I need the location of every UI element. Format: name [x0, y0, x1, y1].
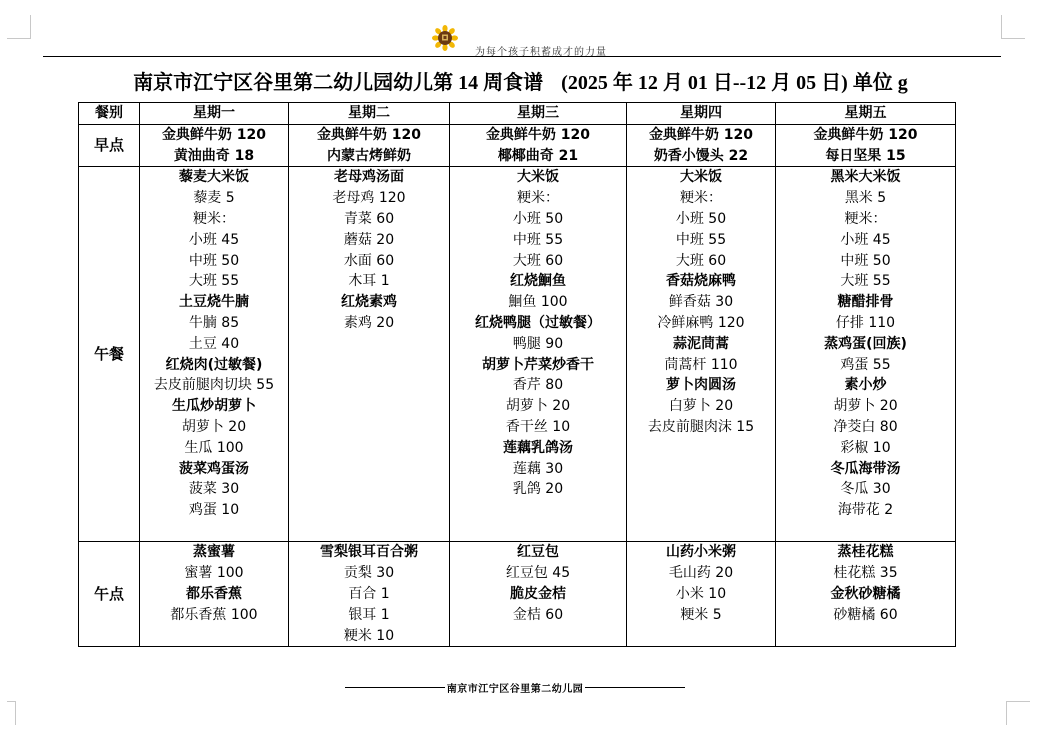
page-corner-mark-top-right — [1001, 15, 1025, 39]
dish-name: 蒜泥茼蒿 — [673, 335, 729, 352]
ingredient-amount: 乳鸽 20 — [512, 481, 564, 498]
ingredient-amount: 小班 45 — [840, 231, 891, 248]
ingredient-amount: 土豆 40 — [188, 335, 240, 352]
menu-cell-tuesday — [289, 167, 450, 542]
ingredient-amount: 粳米 5 — [680, 606, 722, 623]
ingredient-amount: 大班 60 — [512, 252, 564, 269]
header-rule — [43, 56, 1001, 57]
table-header-row — [79, 103, 956, 125]
dish-name: 黄油曲奇 18 — [173, 147, 255, 164]
dish-name: 大米饭 — [680, 169, 722, 186]
column-header-friday: 星期五 — [776, 103, 956, 125]
menu-cell-friday — [776, 167, 956, 542]
ingredient-amount: 百合 1 — [348, 585, 390, 602]
dish-name: 蒸鸡蛋(回族) — [824, 335, 907, 352]
column-header-wednesday: 星期三 — [450, 103, 627, 125]
row-afternoon-snack — [79, 542, 956, 647]
dish-name: 奶香小馒头 22 — [653, 147, 749, 164]
menu-cell-wednesday — [450, 124, 627, 167]
ingredient-amount: 砂糖橘 60 — [833, 606, 898, 623]
ingredient-amount: 粳米： — [517, 190, 559, 207]
dish-name: 大米饭 — [517, 169, 559, 186]
dish-name: 萝卜肉圆汤 — [666, 377, 736, 394]
ingredient-amount: 粳米： — [193, 210, 235, 227]
ingredient-amount: 胡萝卜 20 — [181, 418, 247, 435]
page-corner-mark-bottom-left — [7, 701, 16, 725]
dish-name: 椰椰曲奇 21 — [497, 147, 579, 164]
page-footer — [345, 680, 685, 694]
dish-name: 金典鲜牛奶 120 — [813, 126, 918, 143]
ingredient-amount: 茼蒿杆 110 — [664, 356, 738, 373]
footer-rule-left — [345, 687, 445, 688]
footer-rule-right — [585, 687, 685, 688]
ingredient-amount: 青菜 60 — [343, 210, 395, 227]
ingredient-amount: 毛山药 20 — [668, 565, 734, 582]
ingredient-amount: 老母鸡 120 — [332, 190, 406, 207]
dish-name: 每日坚果 15 — [825, 147, 906, 164]
dish-name: 糖醋排骨 — [837, 294, 894, 311]
row-breakfast-snack — [79, 124, 956, 167]
title-unit: 单位 g — [852, 72, 908, 94]
menu-cell-monday — [140, 542, 289, 647]
ingredient-amount: 香干丝 10 — [505, 418, 571, 435]
dish-name: 金典鲜牛奶 120 — [648, 126, 754, 143]
ingredient-amount: 粳米： — [680, 190, 722, 207]
dish-name: 金典鲜牛奶 120 — [316, 126, 422, 143]
dish-name: 冬瓜海带汤 — [830, 460, 901, 477]
title-date-range: (2025 年 12 月 01 日--12 月 05 日) — [561, 72, 848, 94]
dish-name: 红烧鸭腿（过敏餐） — [475, 314, 601, 331]
dish-name: 金秋砂糖橘 — [830, 585, 901, 602]
dish-name: 胡萝卜芹菜炒香干 — [482, 356, 594, 373]
dish-name: 素小炒 — [844, 377, 887, 394]
dish-name: 菠菜鸡蛋汤 — [179, 460, 249, 477]
ingredient-amount: 白萝卜 20 — [668, 398, 734, 415]
ingredient-amount: 蘑菇 20 — [343, 231, 395, 248]
ingredient-amount: 鲜香菇 30 — [668, 294, 734, 311]
ingredient-amount: 海带花 2 — [837, 502, 894, 519]
ingredient-amount: 小班 50 — [675, 210, 727, 227]
ingredient-amount: 去皮前腿肉切块 55 — [153, 377, 275, 394]
page-title — [0, 66, 1041, 95]
ingredient-amount: 菠菜 30 — [188, 481, 240, 498]
dish-name: 山药小米粥 — [666, 544, 736, 561]
dish-name: 红烧素鸡 — [341, 294, 397, 311]
menu-cell-wednesday — [450, 167, 627, 542]
ingredient-amount: 小班 45 — [188, 231, 240, 248]
ingredient-amount: 木耳 1 — [348, 273, 390, 290]
page-corner-mark-top-left — [7, 15, 31, 39]
ingredient-amount: 冬瓜 30 — [840, 481, 891, 498]
menu-cell-tuesday — [289, 542, 450, 647]
ingredient-amount: 小米 10 — [675, 585, 727, 602]
dish-name: 老母鸡汤面 — [334, 169, 404, 186]
dish-name: 红烧鮰鱼 — [510, 273, 566, 290]
column-header-meal: 餐别 — [79, 103, 140, 125]
dish-name: 生瓜炒胡萝卜 — [172, 398, 256, 415]
ingredient-amount: 中班 50 — [188, 252, 240, 269]
meal-label: 午餐 — [79, 167, 140, 542]
footer-text: 南京市江宁区谷里第二幼儿园 — [446, 683, 584, 695]
ingredient-amount: 香芹 80 — [512, 377, 564, 394]
ingredient-amount: 红豆包 45 — [505, 565, 571, 582]
menu-cell-thursday — [627, 124, 776, 167]
ingredient-amount: 胡萝卜 20 — [833, 398, 898, 415]
menu-cell-tuesday — [289, 124, 450, 167]
column-header-monday: 星期一 — [140, 103, 289, 125]
ingredient-amount: 净茭白 80 — [833, 418, 898, 435]
ingredient-amount: 藜麦 5 — [193, 190, 235, 207]
ingredient-amount: 生瓜 100 — [184, 439, 244, 456]
ingredient-amount: 鸡蛋 10 — [188, 502, 240, 519]
dish-name: 都乐香蕉 — [186, 585, 242, 602]
ingredient-amount: 大班 55 — [840, 273, 891, 290]
meal-label: 午点 — [79, 542, 140, 647]
dish-name: 莲藕乳鸽汤 — [503, 439, 573, 456]
header-slogan: 为每个孩子积蓄成才的力量 — [475, 47, 607, 58]
ingredient-amount: 鮰鱼 100 — [508, 294, 568, 311]
menu-cell-thursday — [627, 542, 776, 647]
ingredient-amount: 胡萝卜 20 — [505, 398, 571, 415]
ingredient-amount: 黑米 5 — [844, 190, 887, 207]
ingredient-amount: 冷鲜麻鸭 120 — [657, 314, 745, 331]
row-lunch — [79, 167, 956, 542]
ingredient-amount: 大班 60 — [675, 252, 727, 269]
menu-cell-thursday — [627, 167, 776, 542]
ingredient-amount: 都乐香蕉 100 — [170, 606, 258, 623]
ingredient-amount: 粳米： — [844, 210, 887, 227]
ingredient-amount: 素鸡 20 — [343, 314, 395, 331]
dish-name: 金典鲜牛奶 120 — [161, 126, 267, 143]
dish-name: 藜麦大米饭 — [179, 169, 249, 186]
ingredient-amount: 金桔 60 — [512, 606, 564, 623]
ingredient-amount: 鸭腿 90 — [512, 335, 564, 352]
ingredient-amount: 小班 50 — [512, 210, 564, 227]
meal-label: 早点 — [79, 124, 140, 167]
menu-cell-monday — [140, 167, 289, 542]
dish-name: 雪梨银耳百合粥 — [320, 544, 418, 561]
dish-name: 蒸桂花糕 — [837, 544, 894, 561]
ingredient-amount: 中班 55 — [512, 231, 564, 248]
dish-name: 土豆烧牛腩 — [179, 294, 249, 311]
ingredient-amount: 莲藕 30 — [512, 460, 564, 477]
ingredient-amount: 粳米 10 — [343, 627, 395, 644]
ingredient-amount: 银耳 1 — [348, 606, 390, 623]
column-header-tuesday: 星期二 — [289, 103, 450, 125]
menu-cell-monday — [140, 124, 289, 167]
ingredient-amount: 去皮前腿肉沫 15 — [647, 418, 755, 435]
dish-name: 金典鲜牛奶 120 — [485, 126, 591, 143]
dish-name: 黑米大米饭 — [830, 169, 901, 186]
weekly-menu-table — [78, 102, 956, 647]
sunflower-logo-icon — [432, 25, 458, 51]
dish-name: 内蒙古烤鲜奶 — [327, 147, 411, 164]
ingredient-amount: 仔排 110 — [835, 314, 896, 331]
ingredient-amount: 中班 55 — [675, 231, 727, 248]
dish-name: 蒸蜜薯 — [193, 544, 235, 561]
ingredient-amount: 鸡蛋 55 — [840, 356, 891, 373]
ingredient-amount: 桂花糕 35 — [833, 565, 898, 582]
title-main: 南京市江宁区谷里第二幼儿园幼儿第 14 周食谱 — [133, 72, 544, 94]
menu-cell-friday — [776, 124, 956, 167]
dish-name: 脆皮金桔 — [510, 585, 566, 602]
dish-name: 香菇烧麻鸭 — [666, 273, 736, 290]
ingredient-amount: 彩椒 10 — [840, 439, 891, 456]
menu-cell-wednesday — [450, 542, 627, 647]
ingredient-amount: 水面 60 — [343, 252, 395, 269]
menu-cell-friday — [776, 542, 956, 647]
ingredient-amount: 贡梨 30 — [343, 565, 395, 582]
ingredient-amount: 牛腩 85 — [188, 314, 240, 331]
ingredient-amount: 蜜薯 100 — [184, 565, 244, 582]
dish-name: 红烧肉(过敏餐) — [165, 356, 263, 373]
ingredient-amount: 中班 50 — [840, 252, 891, 269]
page-corner-mark-bottom-right — [1006, 701, 1030, 725]
column-header-thursday: 星期四 — [627, 103, 776, 125]
dish-name: 红豆包 — [517, 544, 559, 561]
ingredient-amount: 大班 55 — [188, 273, 240, 290]
